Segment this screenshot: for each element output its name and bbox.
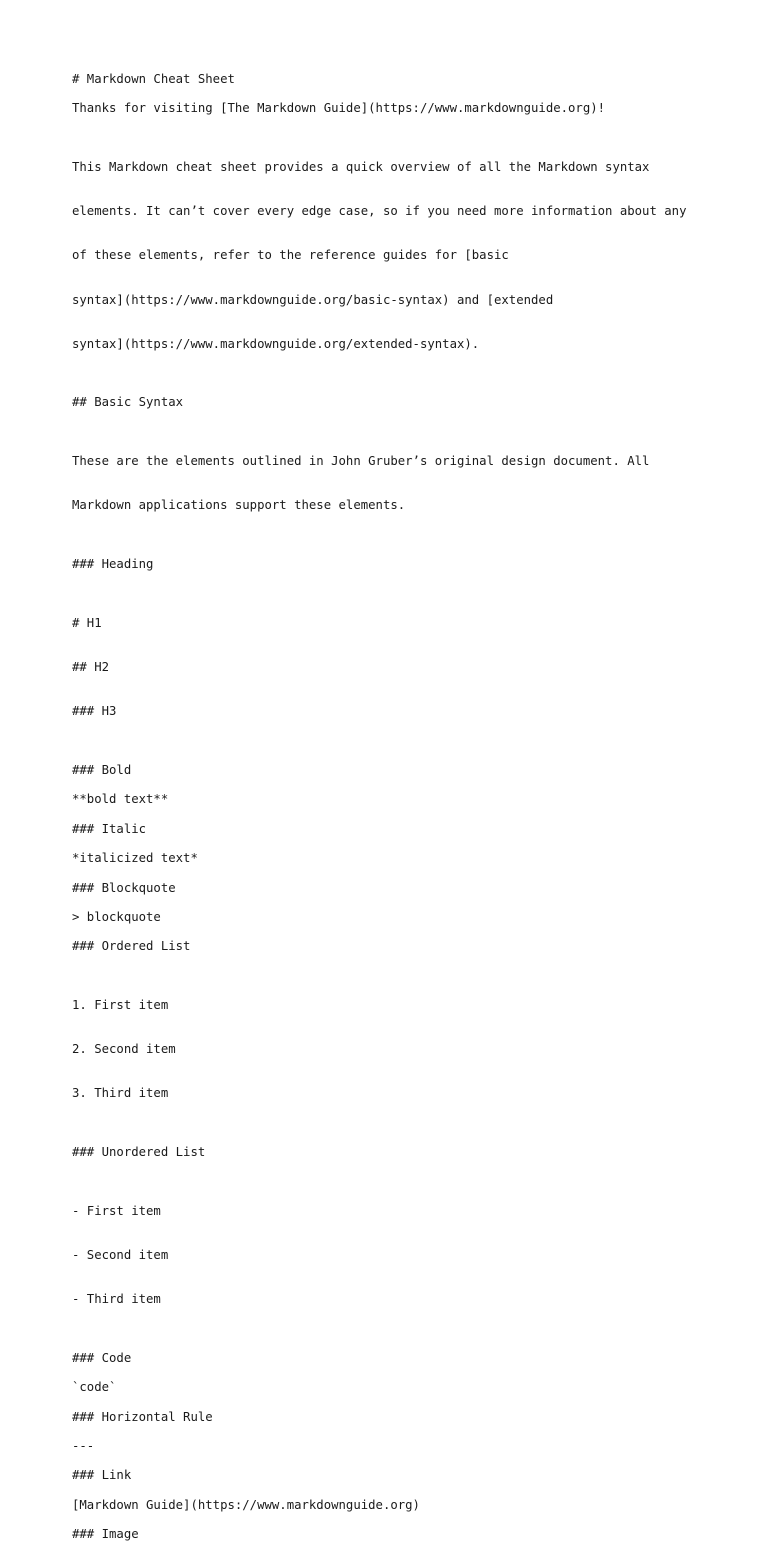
unordered-list-section-examples xyxy=(72,1174,712,1336)
heading-section-title: ### Heading xyxy=(72,557,154,572)
ordered-list-section-examples xyxy=(72,969,712,1131)
unordered-list-line: - Third item xyxy=(72,1292,161,1307)
link-section-example: [Markdown Guide](https://www.markdownguide.org) xyxy=(72,1497,420,1512)
ordered-list-section-title: ### Ordered List xyxy=(72,939,191,954)
document-title: # Markdown Cheat Sheet xyxy=(72,72,235,86)
unordered-list-section-title: ### Unordered List xyxy=(72,1145,206,1160)
italic-section-title: ### Italic xyxy=(72,821,147,836)
heading-example-line: ## H2 xyxy=(72,660,110,675)
link-section-title: ### Link xyxy=(72,1468,132,1483)
intro-line: syntax](https://www.markdownguide.org/basic-syntax) and [extended xyxy=(72,292,554,307)
intro-line: elements. It can’t cover every edge case, so if you need more information about any xyxy=(72,204,687,219)
code-section-example: `code` xyxy=(72,1380,117,1395)
heading-example-line: # H1 xyxy=(72,615,102,630)
heading-example-line: ### H3 xyxy=(72,704,117,719)
ordered-list-line: 2. Second item xyxy=(72,1042,176,1057)
intro-line: syntax](https://www.markdownguide.org/extended-syntax). xyxy=(72,336,480,351)
intro-thanks: Thanks for visiting [The Markdown Guide](https://www.markdownguide.org)! xyxy=(72,101,606,116)
ordered-list-line: 1. First item xyxy=(72,998,169,1013)
horizontal-rule-section-example: --- xyxy=(72,1439,95,1454)
basic-syntax-heading: ## Basic Syntax xyxy=(72,395,184,410)
blockquote-section-example: > blockquote xyxy=(72,909,161,924)
horizontal-rule-section-title: ### Horizontal Rule xyxy=(72,1409,213,1424)
italic-section-example: *italicized text* xyxy=(72,851,198,866)
heading-section-examples xyxy=(72,587,712,749)
basic-syntax-line: Markdown applications support these elements. xyxy=(72,498,406,513)
unordered-list-line: - Second item xyxy=(72,1248,169,1262)
basic-syntax-paragraph xyxy=(72,425,712,543)
document-content xyxy=(72,72,712,1557)
blockquote-section-title: ### Blockquote xyxy=(72,880,176,895)
ordered-list-line: 3. Third item xyxy=(72,1086,169,1101)
intro-line: of these elements, refer to the reference guides for [basic xyxy=(72,248,509,263)
unordered-list-line: - First item xyxy=(72,1203,161,1218)
intro-paragraph xyxy=(72,131,712,381)
intro-line: This Markdown cheat sheet provides a quick overview of all the Markdown syntax xyxy=(72,160,650,175)
bold-section-title: ### Bold xyxy=(72,762,132,777)
basic-syntax-line: These are the elements outlined in John Gruber’s original design document. All xyxy=(72,454,650,469)
image-section-title: ### Image xyxy=(72,1527,139,1542)
bold-section-example: **bold text** xyxy=(72,792,169,807)
code-section-title: ### Code xyxy=(72,1350,132,1365)
